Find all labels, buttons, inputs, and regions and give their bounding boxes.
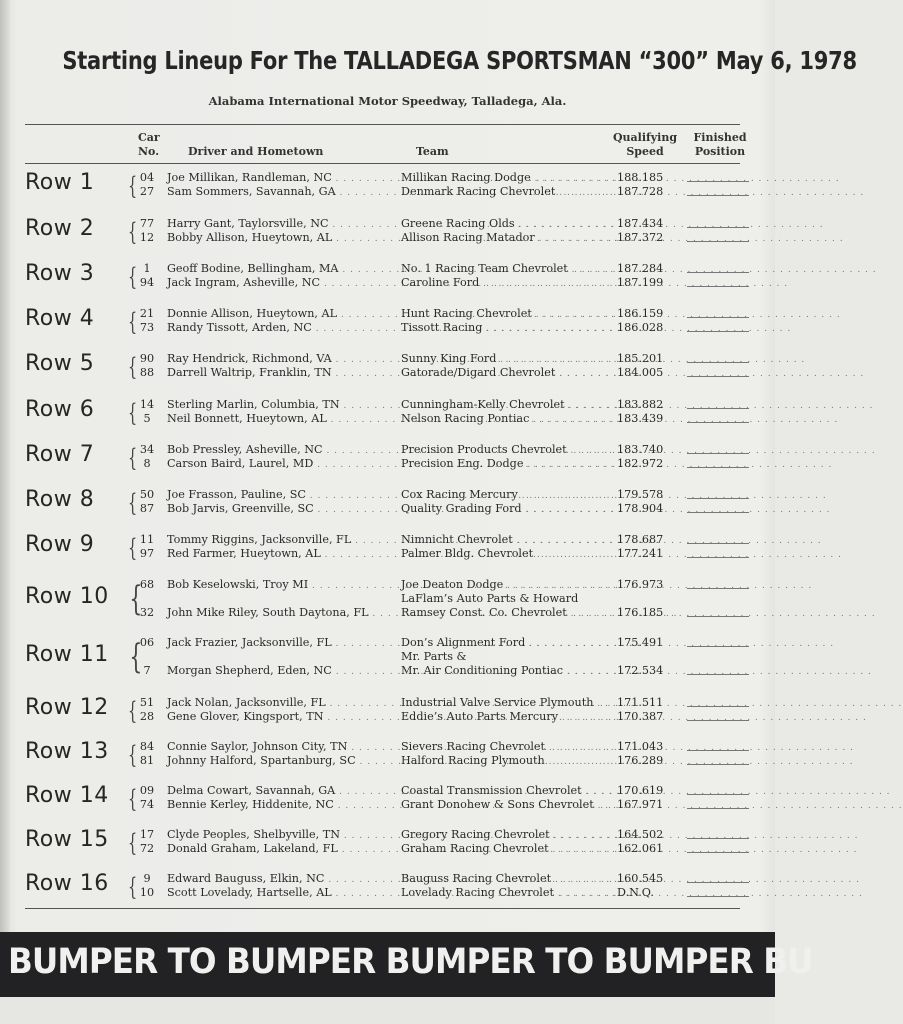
qualifying-speed: 171.511: [617, 696, 664, 709]
team-name: Eddie’s Auto Parts Mercury . . .: [401, 710, 615, 725]
finished-position-blank: [687, 750, 749, 751]
car-number: 28: [139, 710, 155, 723]
row-label: Row 7: [25, 442, 95, 467]
header-top-rule: [25, 124, 740, 125]
driver-hometown: Bob Keselowski, Troy MI . . .: [167, 578, 399, 593]
team-name: Industrial Valve Service Plymouth . . .: [401, 696, 615, 711]
car-number: 11: [139, 533, 155, 546]
lineup-entry: [0, 321, 775, 335]
lineup-entry: [0, 398, 775, 412]
team-name: Don’s Alignment Ford . . .: [401, 636, 615, 651]
lineup-entry: [0, 488, 775, 502]
car-number: 73: [139, 321, 155, 334]
finished-position-blank: [687, 317, 749, 318]
qualifying-speed: 185.201: [617, 352, 664, 365]
finished-position-blank: [687, 422, 749, 423]
finished-position-blank: [687, 498, 749, 499]
lineup-entry: [0, 606, 775, 620]
banner-text: BUMPER TO BUMPER BUMPER TO BUMPER BU: [8, 942, 813, 982]
row-brace: {: [129, 637, 143, 677]
finished-position-blank: [687, 588, 749, 589]
car-number: 34: [139, 443, 155, 456]
qualifying-speed: 176.185: [617, 606, 664, 619]
finished-position-blank: [687, 674, 749, 675]
car-number: 7: [143, 664, 151, 677]
lineup-entry: [0, 457, 775, 471]
team-name: Hunt Racing Chevrolet . . .: [401, 307, 615, 322]
finished-position-blank: [687, 181, 749, 182]
car-number: 94: [139, 276, 155, 289]
lineup-entry: [0, 754, 775, 768]
finished-position-blank: [687, 408, 749, 409]
lineup-entry: [0, 696, 775, 710]
row-brace: {: [128, 399, 138, 427]
qualifying-speed: 160.545: [617, 872, 664, 885]
qualifying-speed: 162.061: [617, 842, 664, 855]
car-number: 88: [139, 366, 155, 379]
lineup-entry: [0, 828, 775, 842]
driver-hometown: Sterling Marlin, Columbia, TN . . .: [167, 398, 399, 413]
qualifying-speed: 183.439: [617, 412, 664, 425]
car-number: 14: [139, 398, 155, 411]
car-number: 09: [139, 784, 155, 797]
header-bottom-rule: [25, 163, 740, 164]
car-number: 50: [139, 488, 155, 501]
qualifying-speed: 179.578: [617, 488, 664, 501]
qualifying-speed: 183.740: [617, 443, 664, 456]
header-car: Car: [138, 131, 160, 144]
team-name: Gregory Racing Chevrolet . . .: [401, 828, 615, 843]
row-brace: {: [129, 579, 143, 619]
qualifying-speed: 186.028: [617, 321, 664, 334]
car-number: 97: [139, 547, 155, 560]
qualifying-speed: 177.241: [617, 547, 664, 560]
row-label: Row 3: [25, 261, 95, 286]
team-name: Lovelady Racing Chevrolet . . .: [401, 886, 615, 901]
header-team: Team: [416, 145, 449, 158]
row-label: Row 13: [25, 739, 109, 764]
finished-position-blank: [687, 467, 749, 468]
driver-hometown: Joe Frasson, Pauline, SC . . .: [167, 488, 399, 503]
team-name: Nelson Racing Pontiac . . .: [401, 412, 615, 427]
row-brace: {: [128, 829, 138, 857]
qualifying-speed: 187.728: [617, 185, 664, 198]
lineup-entry: [0, 533, 775, 547]
lineup-entry: [0, 798, 775, 812]
row-label: Row 9: [25, 532, 95, 557]
driver-hometown: Edward Bauguss, Elkin, NC . . .: [167, 872, 399, 887]
driver-hometown: Bobby Allison, Hueytown, AL . . .: [167, 231, 399, 246]
driver-hometown: John Mike Riley, South Daytona, FL . . .: [167, 606, 399, 621]
finished-position-blank: [687, 331, 749, 332]
row-label: Row 16: [25, 871, 109, 896]
driver-hometown: Randy Tissott, Arden, NC . . .: [167, 321, 399, 336]
driver-hometown: Bob Pressley, Asheville, NC . . .: [167, 443, 399, 458]
header-finish-line1: Finished: [693, 131, 747, 144]
row-label: Row 12: [25, 695, 109, 720]
team-name: Denmark Racing Chevrolet . . .: [401, 185, 615, 200]
lineup-entry: [0, 784, 775, 798]
lineup-entry: [0, 231, 775, 245]
finished-position-blank: [687, 764, 749, 765]
qualifying-speed: 182.972: [617, 457, 664, 470]
driver-hometown: Gene Glover, Kingsport, TN . . .: [167, 710, 399, 725]
row-brace: {: [128, 741, 138, 769]
driver-hometown: Bob Jarvis, Greenville, SC . . .: [167, 502, 399, 517]
team-name: No. 1 Racing Team Chevrolet . . .: [401, 262, 615, 277]
driver-hometown: Donnie Allison, Hueytown, AL . . .: [167, 307, 399, 322]
header-no: No.: [138, 145, 160, 158]
team-name: Sievers Racing Chevrolet . . .: [401, 740, 615, 755]
qualifying-speed: 171.043: [617, 740, 664, 753]
header-driver: Driver and Hometown: [188, 145, 324, 158]
qualifying-speed: 178.687: [617, 533, 664, 546]
team-name: Caroline Ford . . .: [401, 276, 615, 291]
row-brace: {: [128, 489, 138, 517]
qualifying-speed: 178.904: [617, 502, 664, 515]
driver-hometown: Johnny Halford, Spartanburg, SC . . .: [167, 754, 399, 769]
driver-hometown: Bennie Kerley, Hiddenite, NC . . .: [167, 798, 399, 813]
row-brace: {: [128, 534, 138, 562]
lineup-entry: [0, 740, 775, 754]
driver-hometown: Darrell Waltrip, Franklin, TN . . .: [167, 366, 399, 381]
row-label: Row 5: [25, 351, 95, 376]
row-label: Row 4: [25, 306, 95, 331]
finished-position-blank: [687, 286, 749, 287]
row-brace: {: [128, 873, 138, 901]
finished-position-blank: [687, 362, 749, 363]
driver-hometown: Donald Graham, Lakeland, FL . . .: [167, 842, 399, 857]
team-name: Ramsey Const. Co. Chevrolet . . .: [401, 606, 615, 621]
driver-hometown: Morgan Shepherd, Eden, NC . . .: [167, 664, 399, 679]
qualifying-speed: 187.372: [617, 231, 664, 244]
car-number: 9: [143, 872, 151, 885]
driver-hometown: Jack Ingram, Asheville, NC . . .: [167, 276, 399, 291]
finished-position-blank: [687, 808, 749, 809]
qualifying-speed: 170.619: [617, 784, 664, 797]
driver-hometown: Scott Lovelady, Hartselle, AL . . .: [167, 886, 399, 901]
team-name: Joe Deaton Dodge . . .: [401, 578, 615, 593]
team-name: Cunningham-Kelly Chevrolet . . .: [401, 398, 615, 413]
finished-position-blank: [687, 543, 749, 544]
lineup-entry: [0, 276, 775, 290]
team-name: Graham Racing Chevrolet . . .: [401, 842, 615, 857]
finished-position-blank: [687, 557, 749, 558]
lineup-entry: [0, 171, 775, 185]
finished-position-blank: [687, 453, 749, 454]
lineup-entry: [0, 886, 775, 900]
bottom-margin: [0, 997, 775, 1024]
lineup-entry: [0, 710, 775, 724]
car-number: 74: [139, 798, 155, 811]
car-number: 04: [139, 171, 155, 184]
car-number: 12: [139, 231, 155, 244]
qualifying-speed: 164.502: [617, 828, 664, 841]
driver-hometown: Connie Saylor, Johnson City, TN . . .: [167, 740, 399, 755]
driver-hometown: Delma Cowart, Savannah, GA . . .: [167, 784, 399, 799]
qualifying-speed: 176.289: [617, 754, 664, 767]
finished-position-blank: [687, 896, 749, 897]
lineup-entry: [0, 872, 775, 886]
lineup-entry: [0, 664, 775, 678]
driver-hometown: Sam Sommers, Savannah, GA . . .: [167, 185, 399, 200]
team-name: Gatorade/Digard Chevrolet . . .: [401, 366, 615, 381]
qualifying-speed: 183.882: [617, 398, 664, 411]
qualifying-speed: 184.005: [617, 366, 664, 379]
driver-hometown: Joe Millikan, Randleman, NC . . .: [167, 171, 399, 186]
car-number: 87: [139, 502, 155, 515]
car-number: 17: [139, 828, 155, 841]
qualifying-speed: 187.434: [617, 217, 664, 230]
team-name: Mr. Air Conditioning Pontiac . . .: [401, 664, 615, 679]
row-label: Row 14: [25, 783, 109, 808]
qualifying-speed: 175.491: [617, 636, 664, 649]
lineup-entry: [0, 185, 775, 199]
driver-hometown: Geoff Bodine, Bellingham, MA . . .: [167, 262, 399, 277]
table-bottom-rule: [25, 908, 740, 909]
team-name-line1: LaFlam’s Auto Parts & Howard: [401, 592, 579, 605]
qualifying-speed: 187.284: [617, 262, 664, 275]
row-brace: {: [128, 263, 138, 291]
car-number: 21: [139, 307, 155, 320]
driver-hometown: Tommy Riggins, Jacksonville, FL . . .: [167, 533, 399, 548]
team-name: Halford Racing Plymouth . . .: [401, 754, 615, 769]
lineup-entry: [0, 412, 775, 426]
car-number: 06: [139, 636, 155, 649]
bumper-banner: [0, 932, 813, 997]
row-brace: {: [128, 308, 138, 336]
team-name: Precision Products Chevrolet . . .: [401, 443, 615, 458]
finished-position-blank: [687, 272, 749, 273]
lineup-entry: [0, 262, 775, 276]
team-name: Bauguss Racing Chevrolet . . .: [401, 872, 615, 887]
team-name: Sunny King Ford . . .: [401, 352, 615, 367]
car-number: 72: [139, 842, 155, 855]
car-number: 10: [139, 886, 155, 899]
car-number: 32: [139, 606, 155, 619]
team-name: Nimnicht Chevrolet . . .: [401, 533, 615, 548]
finished-position-blank: [687, 241, 749, 242]
row-brace: {: [128, 444, 138, 472]
finished-position-blank: [687, 616, 749, 617]
driver-hometown: Jack Frazier, Jacksonville, FL . . .: [167, 636, 399, 651]
car-number: 81: [139, 754, 155, 767]
team-name: Greene Racing Olds . . .: [401, 217, 615, 232]
row-brace: {: [128, 785, 138, 813]
finished-position-blank: [687, 706, 749, 707]
finished-position-blank: [687, 195, 749, 196]
row-label: Row 8: [25, 487, 95, 512]
driver-hometown: Ray Hendrick, Richmond, VA . . .: [167, 352, 399, 367]
lineup-entry: [0, 443, 775, 457]
car-number: 84: [139, 740, 155, 753]
team-name: Precision Eng. Dodge . . .: [401, 457, 615, 472]
team-name: Coastal Transmission Chevrolet . . .: [401, 784, 615, 799]
finished-position-blank: [687, 794, 749, 795]
finished-position-blank: [687, 852, 749, 853]
finished-position-blank: [687, 376, 749, 377]
qualifying-speed: 170.387: [617, 710, 664, 723]
team-name: Palmer Bldg. Chevrolet . . .: [401, 547, 615, 562]
lineup-entry: [0, 842, 775, 856]
finished-position-blank: [687, 838, 749, 839]
driver-hometown: Red Farmer, Hueytown, AL . . .: [167, 547, 399, 562]
lineup-entry: [0, 578, 775, 592]
team-name: Allison Racing Matador . . .: [401, 231, 615, 246]
row-label: Row 1: [25, 170, 95, 195]
row-label: Row 6: [25, 397, 95, 422]
finished-position-blank: [687, 512, 749, 513]
lineup-entry: [0, 502, 775, 516]
team-name: Grant Donohew & Sons Chevrolet . . .: [401, 798, 615, 813]
lineup-entry: [0, 636, 775, 650]
team-name-line1: Mr. Parts &: [401, 650, 467, 663]
lineup-entry: [0, 352, 775, 366]
team-name: Cox Racing Mercury . . .: [401, 488, 615, 503]
qualifying-speed: 172.534: [617, 664, 664, 677]
driver-hometown: Carson Baird, Laurel, MD . . .: [167, 457, 399, 472]
header-speed-line2: Speed: [626, 145, 664, 158]
finished-position-blank: [687, 720, 749, 721]
row-brace: {: [128, 697, 138, 725]
page-subtitle: Alabama International Motor Speedway, Talladega, Ala.: [208, 94, 567, 108]
qualifying-speed: 167.971: [617, 798, 664, 811]
car-number: 77: [139, 217, 155, 230]
qualifying-speed: D.N.Q.: [617, 886, 654, 899]
team-name: Tissott Racing . . .: [401, 321, 615, 336]
car-number: 1: [143, 262, 151, 275]
lineup-entry: [0, 307, 775, 321]
header-speed-line1: Qualifying: [612, 131, 678, 144]
header-finish-line2: Position: [694, 145, 746, 158]
row-label: Row 11: [25, 642, 109, 667]
row-brace: {: [128, 172, 138, 200]
qualifying-speed: 188.185: [617, 171, 664, 184]
driver-hometown: Harry Gant, Taylorsville, NC . . .: [167, 217, 399, 232]
qualifying-speed: 187.199: [617, 276, 664, 289]
car-number: 5: [143, 412, 151, 425]
car-number: 27: [139, 185, 155, 198]
car-number: 51: [139, 696, 155, 709]
row-label: Row 15: [25, 827, 109, 852]
car-number: 68: [139, 578, 155, 591]
lineup-entry: [0, 217, 775, 231]
team-name: Quality Grading Ford . . .: [401, 502, 615, 517]
finished-position-blank: [687, 646, 749, 647]
lineup-entry: [0, 366, 775, 380]
team-name: Millikan Racing Dodge . . .: [401, 171, 615, 186]
driver-hometown: Neil Bonnett, Hueytown, AL . . .: [167, 412, 399, 427]
driver-hometown: Clyde Peoples, Shelbyville, TN . . .: [167, 828, 399, 843]
finished-position-blank: [687, 227, 749, 228]
car-number: 90: [139, 352, 155, 365]
finished-position-blank: [687, 882, 749, 883]
qualifying-speed: 186.159: [617, 307, 664, 320]
row-brace: {: [128, 353, 138, 381]
qualifying-speed: 176.973: [617, 578, 664, 591]
row-label: Row 2: [25, 216, 95, 241]
row-brace: {: [128, 218, 138, 246]
car-number: 8: [143, 457, 151, 470]
driver-hometown: Jack Nolan, Jacksonville, FL . . .: [167, 696, 399, 711]
lineup-entry: [0, 547, 775, 561]
row-label: Row 10: [25, 584, 109, 609]
page-title: Starting Lineup For The TALLADEGA SPORTSMAN “300” May 6, 1978: [62, 46, 857, 75]
